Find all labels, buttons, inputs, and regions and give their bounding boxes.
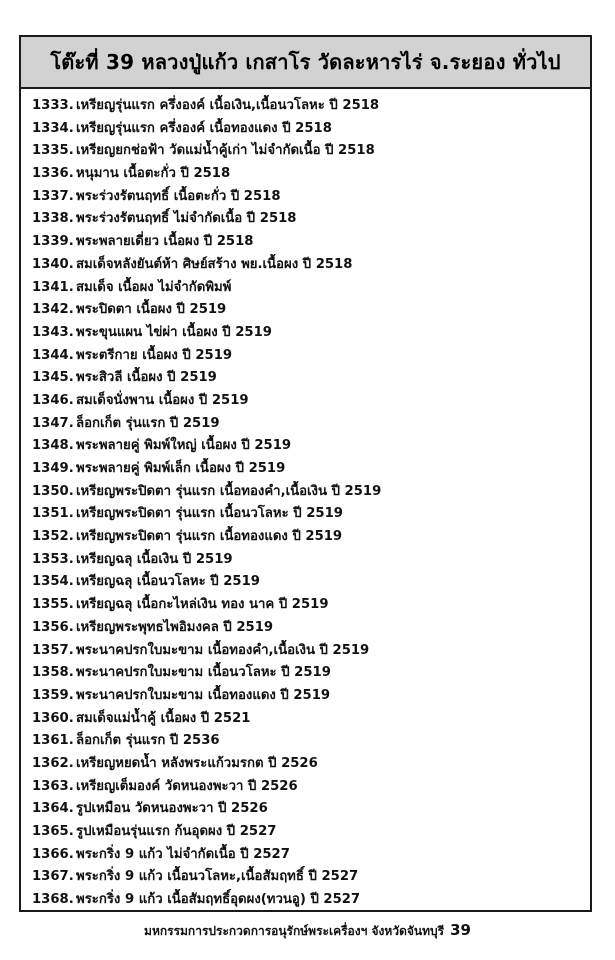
item-text: พระพลายคู่ พิมพ์ใหญ่ เนื้อผง ปี 2519 (76, 438, 292, 454)
list-item (32, 889, 584, 912)
item-text: เหรียญฉลุ เนื้อนวโลหะ ปี 2519 (76, 574, 260, 590)
item-text: พระร่วงรัตนฤทธิ์ เนื้อตะกั่ว ปี 2518 (76, 188, 281, 204)
item-number: 1351. (32, 506, 74, 522)
item-number: 1333. (32, 98, 74, 113)
list-item (32, 413, 584, 436)
item-number: 1346. (32, 392, 74, 408)
item-number: 1364. (32, 801, 74, 817)
item-number: 1336. (32, 166, 74, 182)
item-number: 1366. (32, 846, 74, 862)
list-item (32, 95, 584, 118)
item-text: พระกริ่ง 9 แก้ว เนื้อสัมฤทธิ์อุดผง(ทวนอู) ปี 2527 (76, 892, 361, 908)
item-text: พระกริ่ง 9 แก้ว ไม่จำกัดเนื้อ ปี 2527 (76, 846, 290, 862)
list-item (32, 776, 584, 799)
list-item (32, 322, 584, 345)
item-number: 1355. (32, 597, 74, 613)
list-item (32, 163, 584, 186)
list-item (32, 208, 584, 231)
item-number: 1347. (32, 415, 74, 431)
item-text: พระตรีกาย เนื้อผง ปี 2519 (76, 347, 233, 363)
item-number: 1352. (32, 529, 74, 545)
list-item (32, 617, 584, 640)
list-item (32, 458, 584, 481)
item-text: พระร่วงรัตนฤทธิ์ ไม่จำกัดเนื้อ ปี 2518 (76, 211, 297, 227)
item-text: สมเด็จ เนื้อผง ไม่จำกัดพิมพ์ (76, 279, 232, 295)
list-item (32, 345, 584, 368)
item-text: สมเด็จแม่น้ำคู้ เนื้อผง ปี 2521 (76, 710, 251, 726)
item-number: 1365. (32, 824, 74, 839)
item-text: เหรียญเต็มองค์ วัดหนองพะวา ปี 2526 (76, 778, 298, 794)
item-number: 1361. (32, 733, 74, 749)
list-item (32, 503, 584, 526)
list-item (32, 118, 584, 141)
list-item (32, 685, 584, 708)
table-header (21, 37, 590, 89)
list-item (32, 549, 584, 572)
item-number: 1357. (32, 642, 74, 658)
item-number: 1354. (32, 574, 74, 590)
item-number: 1359. (32, 687, 74, 703)
item-text: หนุมาน เนื้อตะกั่ว ปี 2518 (76, 166, 231, 182)
list-item (32, 390, 584, 413)
item-number: 1337. (32, 188, 74, 204)
list-item (32, 798, 584, 821)
item-text: เหรียญหยดน้ำ หลังพระแก้วมรกต ปี 2526 (76, 755, 318, 771)
item-text: รูปเหมือน วัดหนองพะวา ปี 2526 (76, 801, 268, 817)
list-item (32, 299, 584, 322)
list-item (32, 526, 584, 549)
list-item (32, 367, 584, 390)
item-text: เหรียญฉลุ เนื้อเงิน ปี 2519 (76, 551, 233, 567)
item-text: เหรียญพระปิดตา รุ่นแรก เนื้อนวโลหะ ปี 2519 (76, 506, 343, 522)
item-number: 1368. (32, 892, 74, 908)
list-item (32, 844, 584, 867)
list-item (32, 140, 584, 163)
item-number: 1341. (32, 279, 74, 295)
list-item (32, 277, 584, 300)
item-number: 1345. (32, 370, 74, 386)
catalog-frame (19, 35, 592, 912)
item-text: เหรียญพระพุทธไพอิมงคล ปี 2519 (76, 619, 274, 635)
item-number: 1360. (32, 710, 74, 726)
item-number: 1356. (32, 619, 74, 635)
page-footer (0, 919, 615, 941)
item-text: พระปิดตา เนื้อผง ปี 2519 (76, 302, 227, 318)
item-text: รูปเหมือนรุ่นแรก ก้นอุดผง ปี 2527 (76, 824, 277, 839)
list-item (32, 640, 584, 663)
item-text: พระกริ่ง 9 แก้ว เนื้อนวโลหะ,เนื้อสัมฤทธิ์ ปี 2527 (76, 869, 359, 885)
item-text: เหรียญรุ่นแรก ครึ่งองค์ เนื้อทองแดง ปี 2518 (76, 120, 332, 136)
item-number: 1363. (32, 778, 74, 794)
item-text: พระนาคปรกใบมะขาม เนื้อทองคำ,เนื้อเงิน ปี 2519 (76, 642, 370, 658)
item-text: พระขุนแผน ไข่ผ่า เนื้อผง ปี 2519 (76, 324, 272, 340)
page-title: โต๊ะที่ 39 หลวงปู่แก้ว เกสาโร วัดละหารไร่ จ.ระยอง ทั่วไป (50, 50, 561, 74)
list-item (32, 662, 584, 685)
list-item (32, 481, 584, 504)
item-number: 1342. (32, 302, 74, 318)
item-number: 1348. (32, 438, 74, 454)
list-item (32, 730, 584, 753)
item-text: สมเด็จนั่งพาน เนื้อผง ปี 2519 (76, 392, 249, 408)
list-item (32, 708, 584, 731)
item-number: 1340. (32, 256, 74, 272)
item-text: พระสิวลี เนื้อผง ปี 2519 (76, 370, 217, 386)
item-text: ล็อกเก็ต รุ่นแรก ปี 2519 (76, 415, 220, 431)
item-text: พระนาคปรกใบมะขาม เนื้อนวโลหะ ปี 2519 (76, 665, 331, 681)
item-text: ล็อกเก็ต รุ่นแรก ปี 2536 (76, 733, 220, 749)
item-number: 1335. (32, 143, 74, 159)
list-item (32, 571, 584, 594)
item-number: 1367. (32, 869, 74, 885)
item-text: พระพลายคู่ พิมพ์เล็ก เนื้อผง ปี 2519 (76, 461, 286, 476)
list-item (32, 254, 584, 277)
item-text: พระพลายเดี่ยว เนื้อผง ปี 2518 (76, 234, 254, 250)
list-item (32, 594, 584, 617)
item-text: เหรียญพระปิดตา รุ่นแรก เนื้อทองแดง ปี 2519 (76, 529, 343, 545)
item-text: เหรียญรุ่นแรก ครึ่งองค์ เนื้อเงิน,เนื้อนวโลหะ ปี 2518 (76, 98, 380, 113)
list-item (32, 231, 584, 254)
list-item (32, 186, 584, 209)
item-text: สมเด็จหลังยันต์ห้า ศิษย์สร้าง พย.เนื้อผง ปี 2518 (76, 256, 353, 272)
item-text: เหรียญฉลุ เนื้อกะไหล่เงิน ทอง นาค ปี 2519 (76, 597, 329, 613)
item-number: 1334. (32, 120, 74, 136)
item-text: พระนาคปรกใบมะขาม เนื้อทองแดง ปี 2519 (76, 687, 331, 703)
item-number: 1338. (32, 211, 74, 227)
footer-text: มหกรรมการประกวดการอนุรักษ์พระเครื่องฯ จังหวัดจันทบุรี (144, 924, 445, 938)
list-item (32, 753, 584, 776)
item-number: 1353. (32, 551, 74, 567)
list-item (32, 866, 584, 889)
amulet-list (32, 95, 584, 912)
list-item (32, 821, 584, 844)
item-text: เหรียญยกช่อฟ้า วัดแม่น้ำคู้เก่า ไม่จำกัดเนื้อ ปี 2518 (76, 143, 375, 159)
item-number: 1350. (32, 483, 74, 499)
item-text: เหรียญพระปิดตา รุ่นแรก เนื้อทองคำ,เนื้อเงิน ปี 2519 (76, 483, 382, 499)
item-number: 1344. (32, 347, 74, 363)
item-number: 1349. (32, 461, 74, 476)
item-number: 1339. (32, 234, 74, 250)
item-number: 1362. (32, 755, 74, 771)
item-number: 1343. (32, 324, 74, 340)
list-item (32, 435, 584, 458)
page-number: 39 (450, 921, 471, 939)
item-number: 1358. (32, 665, 74, 681)
